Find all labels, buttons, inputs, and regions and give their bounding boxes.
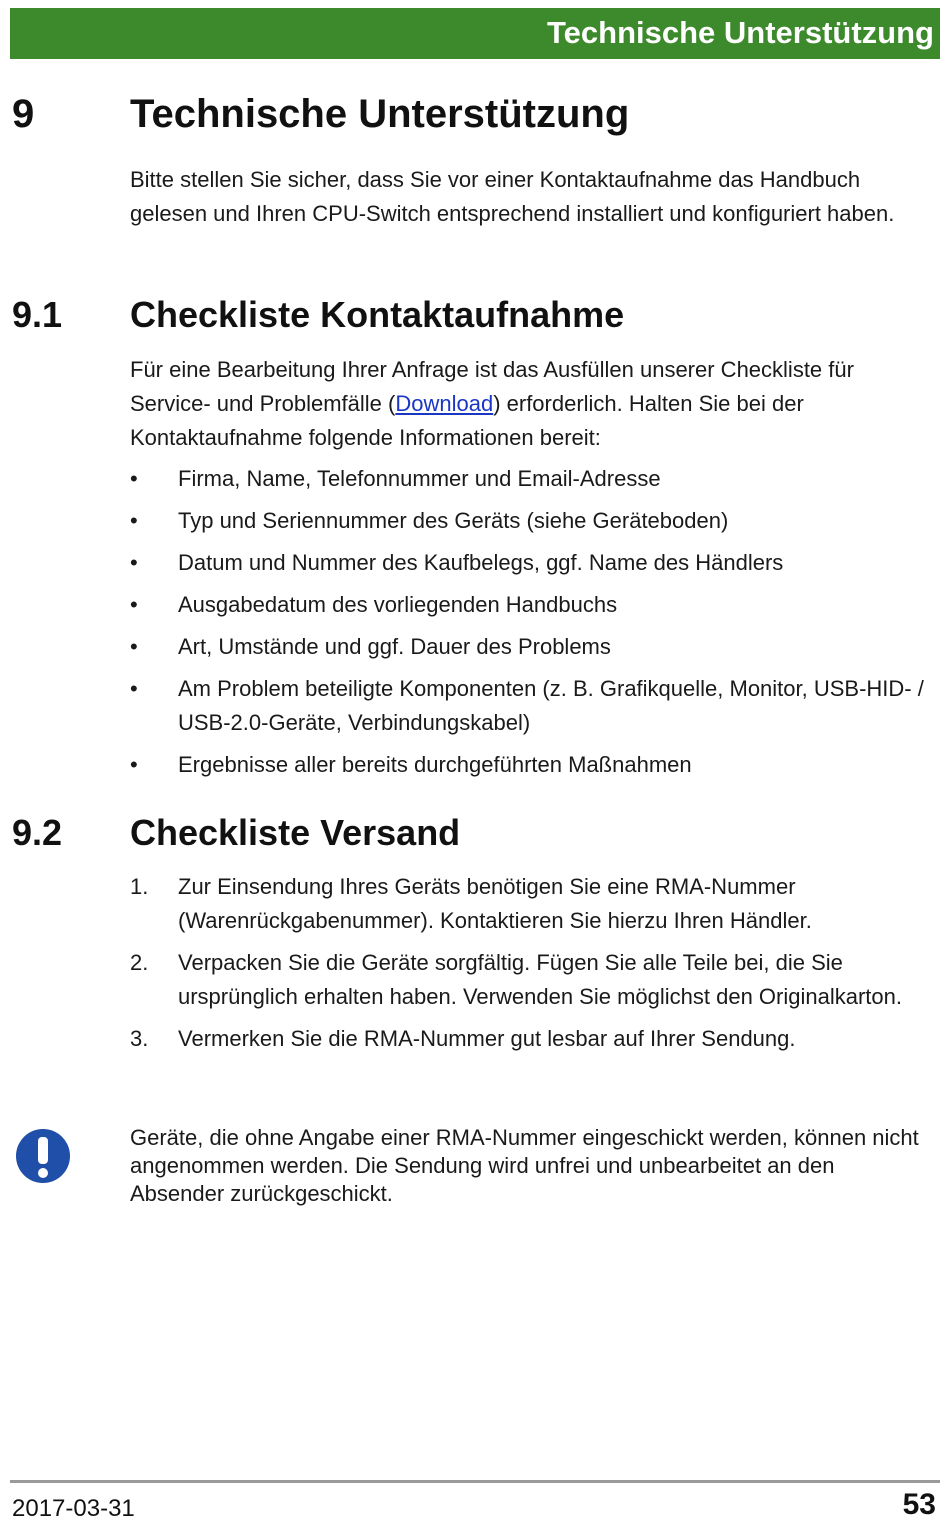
header-title: Technische Unterstützung [547,15,934,50]
bullet-icon: • [130,752,138,777]
list-item-text: Art, Umstände und ggf. Dauer des Problems [178,634,611,659]
section-9-title: Technische Unterstützung [130,92,630,136]
download-link[interactable]: Download [395,391,494,416]
list-item-text: Ausgabedatum des vorliegenden Handbuchs [178,592,618,617]
step-number: 1. [130,874,149,899]
bullet-icon: • [130,634,138,659]
intro-text-after-link: ) erforderlich. Halten Sie bei der Kontaktaufnahme folgende Informationen bereit: [130,391,804,450]
section-9-1-number: 9.1 [12,294,63,335]
list-item-text: Datum und Nummer des Kaufbelegs, ggf. Name des Händlers [178,550,784,575]
bullet-icon: • [130,676,138,701]
section-9-1-heading [12,294,812,338]
list-item [130,504,930,538]
list-item-text: Am Problem beteiligte Komponenten (z. B. Grafikquelle, Monitor, USB-HID- / USB-2.0-Geräte, Verbindungskabel) [178,676,924,735]
list-item [130,870,930,938]
list-item-text: Firma, Name, Telefonnummer und Email-Adresse [178,466,661,491]
bullet-icon: • [130,592,138,617]
list-item [130,672,930,740]
step-number: 3. [130,1026,149,1051]
intro-text-before-link: Für eine Bearbeitung Ihrer Anfrage ist das Ausfüllen unserer Checkliste für Service- und Problemfälle ( [130,357,854,416]
list-item-text: Ergebnisse aller bereits durchgeführten Maßnahmen [178,752,692,777]
step-number: 2. [130,950,149,975]
section-9-number: 9 [12,92,35,136]
exclamation-icon [15,1128,71,1184]
section-9-2-title: Checkliste Versand [130,812,461,853]
list-item [130,748,930,782]
bullet-icon: • [130,550,138,575]
list-item [130,588,930,622]
header-bar [10,8,940,59]
list-item [130,630,930,664]
list-item [130,462,930,496]
list-item [130,1022,930,1056]
section-9-heading [12,92,812,140]
bullet-icon: • [130,508,138,533]
list-item-text: Typ und Seriennummer des Geräts (siehe Geräteboden) [178,508,729,533]
notice-text: Geräte, die ohne Angabe einer RMA-Nummer eingeschickt werden, können nicht angenommen werden. Die Sendung wird unfrei und unbearbeitet an den Absender zurückgeschickt. [130,1125,919,1206]
list-item [130,546,930,580]
bullet-icon: • [130,466,138,491]
section-9-2-heading [12,812,812,856]
footer-divider [10,1480,940,1483]
footer-date: 2017-03-31 [12,1495,135,1522]
list-item [130,946,930,1014]
step-text: Vermerken Sie die RMA-Nummer gut lesbar auf Ihrer Sendung. [178,1026,796,1051]
section-9-1-title: Checkliste Kontaktaufnahme [130,294,625,335]
shipping-checklist [130,870,930,1064]
page-number: 53 [902,1488,936,1521]
section-9-intro: Bitte stellen Sie sicher, dass Sie vor einer Kontaktaufnahme das Handbuch gelesen und Ihren CPU-Switch entsprechend installiert und konfiguriert haben. [130,167,895,226]
contact-checklist [130,462,930,790]
step-text: Verpacken Sie die Geräte sorgfältig. Fügen Sie alle Teile bei, die Sie ursprünglich erhalten haben. Verwenden Sie möglichst den Originalkarton. [178,950,902,1009]
step-text: Zur Einsendung Ihres Geräts benötigen Sie eine RMA-Nummer (Warenrückgabenummer). Kontaktieren Sie hierzu Ihren Händler. [178,874,812,933]
section-9-2-number: 9.2 [12,812,63,853]
section-9-1-intro [130,353,930,455]
